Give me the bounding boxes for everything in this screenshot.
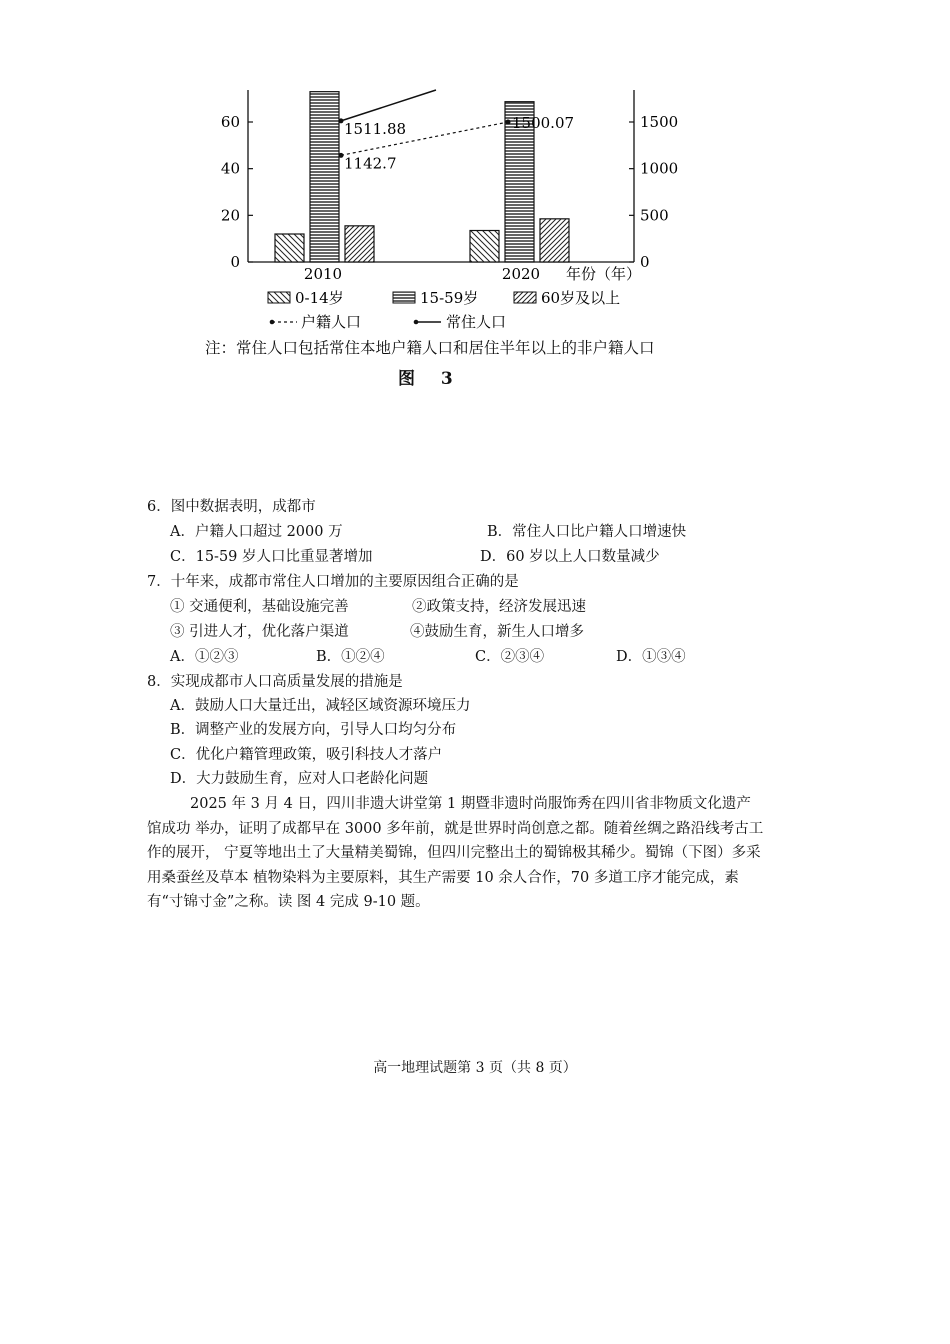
q8-stem: 8．实现成都市人口高质量发展的措施是 bbox=[147, 674, 403, 690]
left-tick-label: 0 bbox=[230, 253, 240, 271]
legend-swatch bbox=[393, 292, 415, 303]
legend-point bbox=[414, 320, 419, 325]
right-tick-label: 1500 bbox=[640, 113, 679, 131]
right-tick-label: 500 bbox=[640, 206, 669, 225]
q7-option-c: C．②③④ bbox=[475, 649, 545, 665]
x-tick-label: 2020 bbox=[501, 265, 541, 283]
chart-note: 注：常住人口包括常住本地户籍人口和居住半年以上的非户籍人口 bbox=[205, 339, 655, 357]
passage-line-3: 作的展开， 宁夏等地出土了大量精美蜀锦，但四川完整出土的蜀锦极其稀少。蜀锦（下图）多采 bbox=[147, 845, 761, 861]
right-tick-label: 1000 bbox=[640, 159, 679, 178]
passage-line-1: 2025 年 3 月 4 日，四川非遗大讲堂第 1 期暨非遗时尚服饰秀在四川省非物质文化遗产 bbox=[190, 796, 751, 812]
bar bbox=[540, 219, 569, 262]
legend-label: 60岁及以上 bbox=[541, 289, 621, 307]
q7-statement-2: ②政策支持，经济发展迅速 bbox=[412, 599, 586, 615]
x-axis-label: 年份（年） bbox=[566, 265, 642, 283]
q7-option-b: B．①②④ bbox=[316, 649, 385, 665]
q7-option-a: A．①②③ bbox=[170, 649, 239, 665]
q8-option-d: D．大力鼓励生育，应对人口老龄化问题 bbox=[170, 771, 429, 787]
bar bbox=[310, 92, 339, 262]
q6-option-d: D．60 岁以上人口数量减少 bbox=[480, 549, 660, 565]
line-changzhu bbox=[341, 90, 436, 121]
q6-option-b: B．常住人口比户籍人口增速快 bbox=[487, 524, 687, 540]
q7-option-d: D．①③④ bbox=[616, 649, 686, 665]
q6-option-a: A．户籍人口超过 2000 万 bbox=[170, 524, 343, 540]
q8-option-b: B．调整产业的发展方向，引导人口均匀分布 bbox=[170, 722, 457, 738]
point-huji bbox=[339, 153, 344, 158]
q7-statement-4: ④鼓励生育，新生人口增多 bbox=[410, 624, 584, 640]
legend-label: 常住人口 bbox=[446, 313, 507, 331]
q7-statement-3: ③ 引进人才，优化落户渠道 bbox=[170, 624, 349, 640]
legend-label: 户籍人口 bbox=[301, 313, 362, 331]
x-tick-label: 2010 bbox=[303, 265, 343, 283]
passage bbox=[147, 792, 807, 915]
bar bbox=[470, 231, 499, 263]
q8-option-c: C．优化户籍管理政策，吸引科技人才落户 bbox=[170, 747, 443, 763]
population-chart bbox=[0, 0, 950, 340]
data-label: 1511.88 bbox=[344, 119, 407, 138]
passage-line-4: 用桑蚕丝及草本 植物染料为主要原料，其生产需要 10 余人合作，70 多道工序才能完成，素 bbox=[147, 869, 739, 886]
legend-point bbox=[270, 320, 275, 325]
legend-label: 0-14岁 bbox=[295, 289, 344, 307]
q7-statement-1: ① 交通便利，基础设施完善 bbox=[170, 599, 349, 615]
legend-swatch bbox=[514, 292, 536, 303]
data-label: 1500.07 bbox=[512, 113, 575, 132]
passage-line-5: 有“寸锦寸金”之称。读 图 4 完成 9-10 题。 bbox=[147, 894, 430, 910]
legend-swatch bbox=[268, 292, 290, 303]
legend-label: 15-59岁 bbox=[420, 289, 479, 307]
q6-stem: 6．图中数据表明，成都市 bbox=[147, 499, 316, 515]
bar bbox=[345, 226, 374, 262]
data-label: 1142.7 bbox=[344, 154, 397, 173]
figure-caption: 图 3 bbox=[398, 369, 463, 389]
right-tick-label: 0 bbox=[640, 253, 650, 271]
chart-legend bbox=[268, 289, 620, 331]
point-huji bbox=[506, 119, 511, 124]
bar bbox=[275, 234, 304, 262]
q7-stem: 7．十年来，成都市常住人口增加的主要原因组合正确的是 bbox=[147, 574, 519, 590]
point-changzhu bbox=[339, 118, 344, 123]
passage-line-2: 馆成功 举办，证明了成都早在 3000 多年前，就是世界时尚创意之都。随着丝绸之路沿线考古工 bbox=[147, 820, 764, 837]
q8-option-a: A．鼓励人口大量迁出，减轻区域资源环境压力 bbox=[170, 698, 471, 714]
page-footer: 高一地理试题第 3 页（共 8 页） bbox=[373, 1060, 577, 1076]
left-tick-label: 60 bbox=[220, 113, 240, 131]
left-tick-label: 40 bbox=[220, 159, 240, 178]
q6-option-c: C．15-59 岁人口比重显著增加 bbox=[170, 549, 373, 565]
left-tick-label: 20 bbox=[220, 206, 240, 225]
